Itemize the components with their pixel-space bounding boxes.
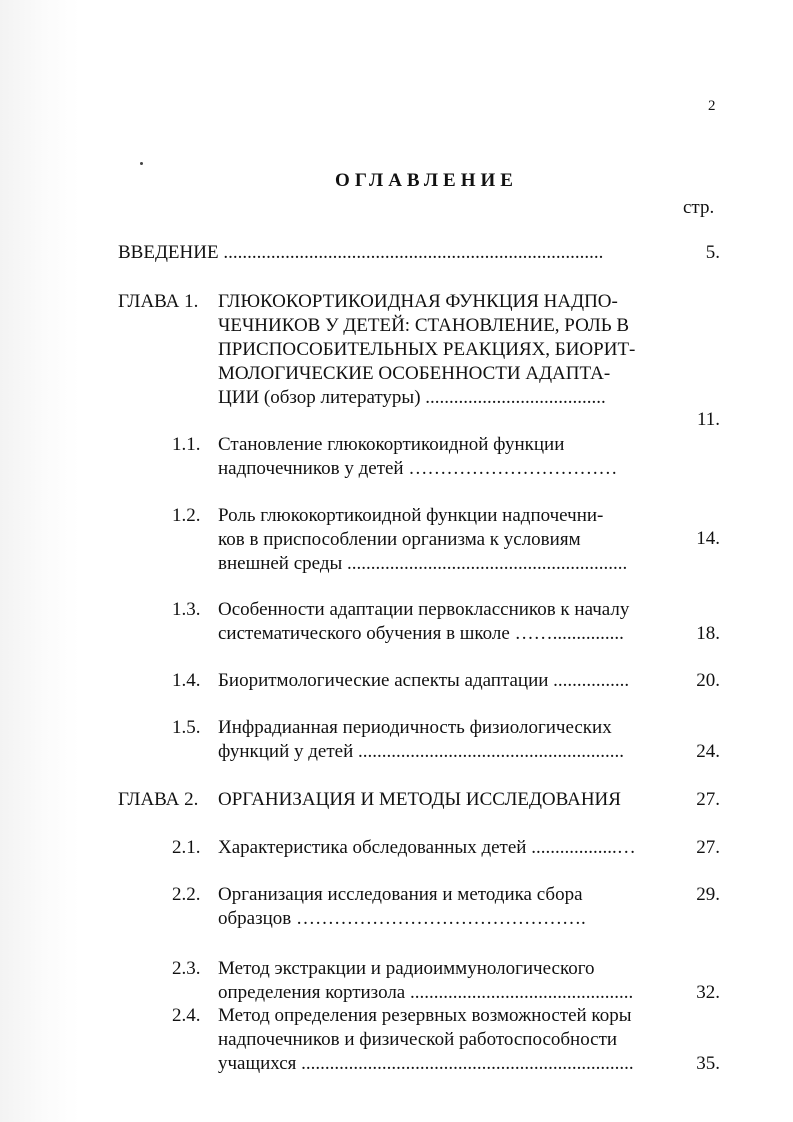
section-title-line: Становление глюкокортикоидной функции <box>218 434 565 455</box>
section-title-line: Особенности адаптации первоклассников к началу <box>218 599 630 620</box>
section-title-line: систематического обучения в школе ……............... <box>218 623 624 644</box>
chapter-2-title-line: ОРГАНИЗАЦИЯ И МЕТОДЫ ИССЛЕДОВАНИЯ <box>218 789 621 810</box>
section-number: 1.1. <box>172 434 201 455</box>
section-title-line: ков в приспособлении организма к условиям <box>218 529 581 550</box>
toc-intro-page: 5. <box>705 242 720 263</box>
section-number: 2.4. <box>172 1005 201 1026</box>
chapter-1-page: 11. <box>696 409 720 430</box>
section-page: 29. <box>696 884 720 905</box>
section-page: 24. <box>696 741 720 762</box>
section-number: 2.2. <box>172 884 201 905</box>
section-number: 2.1. <box>172 837 201 858</box>
section-number: 1.3. <box>172 599 201 620</box>
section-title-line: определения кортизола ............................................... <box>218 982 634 1003</box>
section-number: 1.4. <box>172 670 201 691</box>
section-title-line: Метод определения резервных возможностей коры <box>218 1005 632 1026</box>
scan-edge-shadow <box>0 0 80 1122</box>
page-number: 2 <box>708 98 716 114</box>
chapter-2-page: 27. <box>696 789 720 810</box>
section-title-line: образцов ………………………………………. <box>218 908 586 929</box>
section-number: 1.5. <box>172 717 201 738</box>
section-page: 32. <box>696 982 720 1003</box>
section-number: 2.3. <box>172 958 201 979</box>
chapter-2-label: ГЛАВА 2. <box>118 789 199 810</box>
section-page: 20. <box>696 670 720 691</box>
section-title-line: функций у детей ........................................................ <box>218 741 624 762</box>
chapter-1-title-line: ПРИСПОСОБИТЕЛЬНЫХ РЕАКЦИЯХ, БИОРИТ- <box>218 339 636 360</box>
chapter-1-title-line: ГЛЮКОКОРТИКОИДНАЯ ФУНКЦИЯ НАДПО- <box>218 291 618 312</box>
section-title-line: надпочечников у детей …………………………… <box>218 458 618 479</box>
section-page: 18. <box>696 623 720 644</box>
section-page: 27. <box>696 837 720 858</box>
section-title-line: Характеристика обследованных детей ..................… <box>218 837 636 858</box>
section-title-line: надпочечников и физической работоспособности <box>218 1029 618 1050</box>
section-page: 35. <box>696 1053 720 1074</box>
toc-title: ОГЛАВЛЕНИЕ <box>335 170 518 191</box>
chapter-1-title-line: МОЛОГИЧЕСКИЕ ОСОБЕННОСТИ АДАПТА- <box>218 363 611 384</box>
section-title-line: Инфрадианная периодичность физиологических <box>218 717 612 738</box>
section-number: 1.2. <box>172 505 201 526</box>
section-title-line: Организация исследования и методика сбора <box>218 884 583 905</box>
chapter-1-title-line: ЦИИ (обзор литературы) ...................................... <box>218 387 606 408</box>
section-title-line: внешней среды ........................................................... <box>218 553 628 574</box>
toc-intro-text: ВВЕДЕНИЕ ................................................................................ <box>118 242 604 263</box>
section-title-line: Метод экстракции и радиоиммунологического <box>218 958 595 979</box>
chapter-1-label: ГЛАВА 1. <box>118 291 199 312</box>
section-title-line: Роль глюкокортикоидной функции надпочечни- <box>218 505 604 526</box>
scan-speck <box>140 162 143 165</box>
chapter-1-title-line: ЧЕЧНИКОВ У ДЕТЕЙ: СТАНОВЛЕНИЕ, РОЛЬ В <box>218 315 630 336</box>
section-title-line: учащихся ...................................................................... <box>218 1053 634 1074</box>
page-column-label: стр. <box>683 197 715 218</box>
section-page: 14. <box>696 528 720 549</box>
section-title-line: Биоритмологические аспекты адаптации ................ <box>218 670 630 691</box>
